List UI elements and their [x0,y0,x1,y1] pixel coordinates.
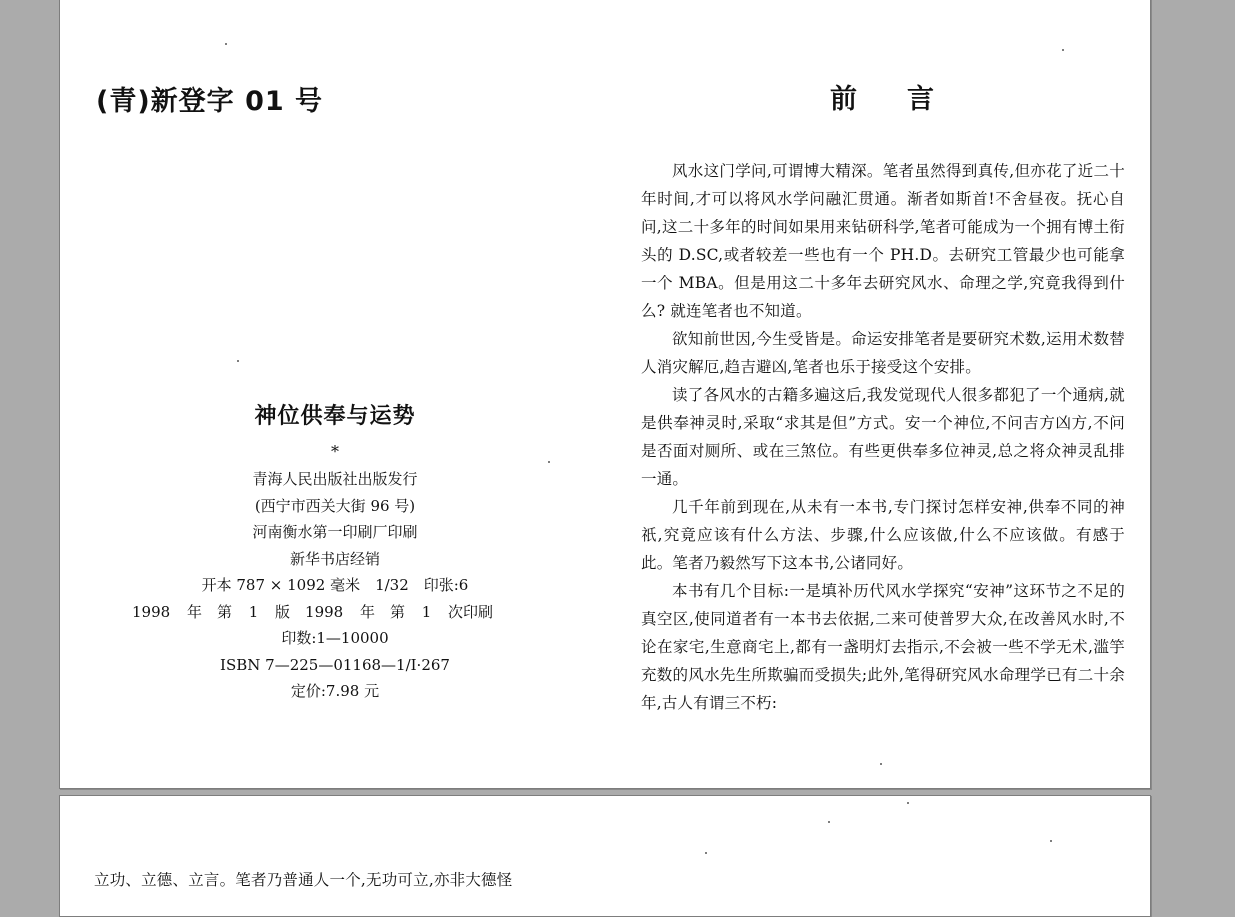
print-run: 印数:1—10000 [281,629,389,647]
edition-line: 1998 年 第 1 版 1998 年 第 1 次印刷 [132,602,494,621]
distributor-line: 新华书店经销 [289,549,380,568]
preface-paragraph: 几千年前到现在,从未有一本书,专门探讨怎样安神,供奉不同的神祇,究竟应该有什么方法、步骤,什么应该做,什么不应该做。有感于此。笔者乃毅然写下这本书,公诸同好。 [641,498,1125,572]
registration-number: (青)新登字 01 号 [96,86,324,117]
document-page-1 [59,0,1151,789]
preface-paragraph: 本书有几个目标:一是填补历代风水学探究“安神”这环节之不足的真空区,使同道者有一本书去依据,二来可使普罗大众,在改善风水时,不论在家宅,生意商宅上,都有一盏明灯去指示,不会被一些不学无术,滥竽充数的风水先生所欺骗而受损失;此外,笔得研究风水命理学已有二十余年,古人有谓三不朽: [641,582,1125,712]
preface-body [641,157,1125,717]
book-title: 神位供奉与运势 [254,404,416,429]
scan-speck [548,461,550,463]
publisher-line: 青海人民出版社出版发行 [252,470,418,488]
preface-paragraph: 读了各风水的古籍多遍这后,我发觉现代人很多都犯了一个通病,就是供奉神灵时,采取“求其是但”方式。安一个神位,不问吉方凶方,不问是否面对厕所、或在三煞位。有些更供奉多位神灵,总之将众神灵乱排一通。 [641,386,1125,488]
document-page-2 [59,795,1151,917]
format-line: 开本 787 × 1092 毫米 1/32 印张:6 [201,576,469,594]
isbn: ISBN 7—225—01168—1/I·267 [220,655,450,674]
scan-speck [828,821,830,823]
publisher-address: (西宁市西关大街 96 号) [254,496,416,515]
scan-speck [225,43,227,45]
preface-title: 前言 [830,84,984,115]
price: 定价:7.98 元 [290,682,380,700]
printer-line: 河南衡水第一印刷厂印刷 [252,523,418,541]
scan-speck [880,763,882,765]
continuation-text: 立功、立德、立言。笔者乃普通人一个,无功可立,亦非大德怪 [94,871,513,889]
scan-speck [907,802,909,804]
asterisk-ornament: * [331,442,339,461]
preface-paragraph: 风水这门学问,可谓博大精深。笔者虽然得到真传,但亦花了近二十年时间,才可以将风水学问融汇贯通。渐者如斯首!不舍昼夜。抚心自问,这二十多年的时间如果用来钻研科学,笔者可能成为一个拥有博土衔头的 D.SC,或者较差一些也有一个 PH.D。去研究工管最少也可能拿一个 MBA。但是用这二十多年去研究风水、命理之学,究竟我得到什么? 就连笔者也不知道。 [641,162,1125,320]
preface-paragraph: 欲知前世因,今生受皆是。命运安排笔者是要研究术数,运用术数替人消灾解厄,趋吉避凶,笔者也乐于接受这个安排。 [641,330,1125,376]
scan-speck [237,360,239,362]
scan-speck [1050,840,1052,842]
scan-speck [705,852,707,854]
copyright-imprint [132,389,510,705]
scan-speck [1062,49,1064,51]
